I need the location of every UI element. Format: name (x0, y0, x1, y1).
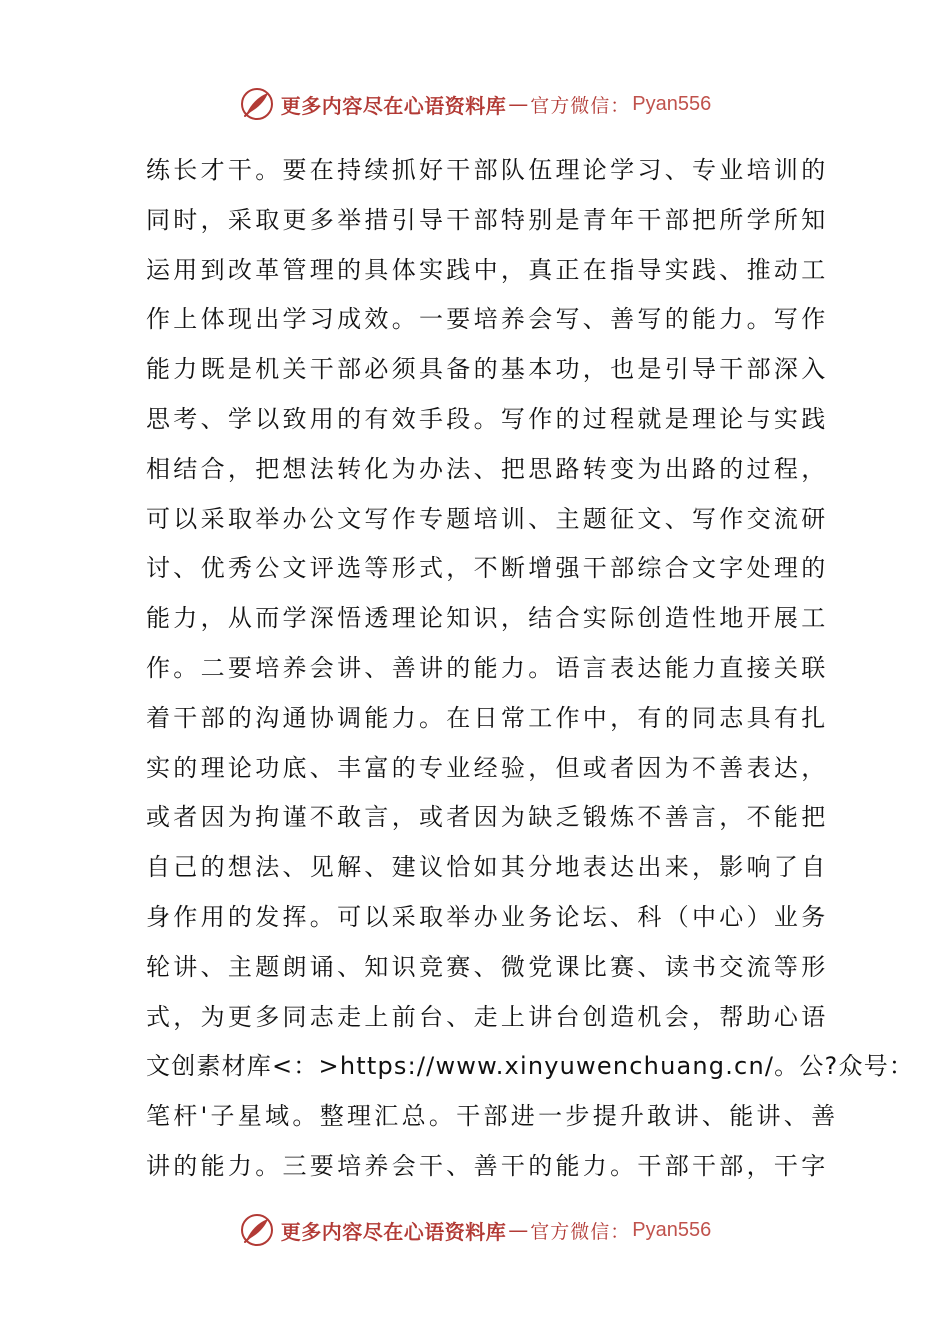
document-body (146, 146, 915, 1192)
text-line: 着干部的沟通协调能力。在日常工作中，有的同志具有扎 (146, 703, 829, 732)
text-line: 式，为更多同志走上前台、走上讲台创造机会，帮助心语 (146, 1002, 829, 1031)
text-line: 讨、优秀公文评选等形式，不断增强干部综合文字处理的 (146, 554, 829, 583)
footer-wechat-label: 官方微信： (530, 1220, 631, 1243)
footer-wechat-id: Pyan556 (632, 1218, 712, 1241)
text-line: 作。二要培养会讲、善讲的能力。语言表达能力直接关联 (146, 653, 829, 682)
footer-site-name: 更多内容尽在心语资料库 (280, 1219, 507, 1244)
header-wechat-id: Pyan556 (632, 92, 712, 115)
text-line: 能力，从而学深悟透理论知识，结合实际创造性地开展工 (146, 604, 829, 633)
text-line: 同时，采取更多举措引导干部特别是青年干部把所学所知 (146, 205, 829, 234)
header-dash: — (508, 92, 529, 116)
footer-dash: — (508, 1218, 529, 1242)
text-line: 或者因为拘谨不敢言，或者因为缺乏锻炼不善言，不能把 (146, 803, 829, 832)
pen-logo-icon (239, 86, 275, 122)
header-banner (0, 82, 950, 126)
pen-logo-icon (239, 1212, 275, 1248)
text-line: 实的理论功底、丰富的专业经验，但或者因为不善表达， (146, 753, 829, 782)
text-line: 能力既是机关干部必须具备的基本功，也是引导干部深入 (146, 355, 829, 384)
text-line: 自己的想法、见解、建议恰如其分地表达出来，影响了自 (146, 853, 829, 882)
footer-banner (0, 1208, 950, 1252)
text-line: 运用到改革管理的具体实践中，真正在指导实践、推动工 (146, 255, 829, 284)
text-line: 讲的能力。三要培养会干、善干的能力。干部干部，干字 (146, 1151, 829, 1180)
text-line: 笔杆'子星域。整理汇总。干部进一步提升敢讲、能讲、善 (146, 1102, 839, 1131)
text-line: 作上体现出学习成效。一要培养会写、善写的能力。写作 (146, 305, 829, 334)
text-line-url: 文创素材库<：>https://www.xinyuwenchuang.cn/。公?众号： (146, 1052, 915, 1081)
text-line: 练长才干。要在持续抓好干部队伍理论学习、专业培训的 (146, 156, 829, 184)
text-line: 轮讲、主题朗诵、知识竞赛、微党课比赛、读书交流等形 (146, 952, 829, 981)
text-line: 可以采取举办公文写作专题培训、主题征文、写作交流研 (146, 504, 829, 533)
header-site-name: 更多内容尽在心语资料库 (280, 93, 507, 118)
text-line: 思考、学以致用的有效手段。写作的过程就是理论与实践 (146, 404, 829, 433)
header-wechat-label: 官方微信： (530, 94, 631, 117)
text-line: 身作用的发挥。可以采取举办业务论坛、科（中心）业务 (146, 902, 829, 931)
text-line: 相结合，把想法转化为办法、把思路转变为出路的过程， (146, 454, 829, 483)
